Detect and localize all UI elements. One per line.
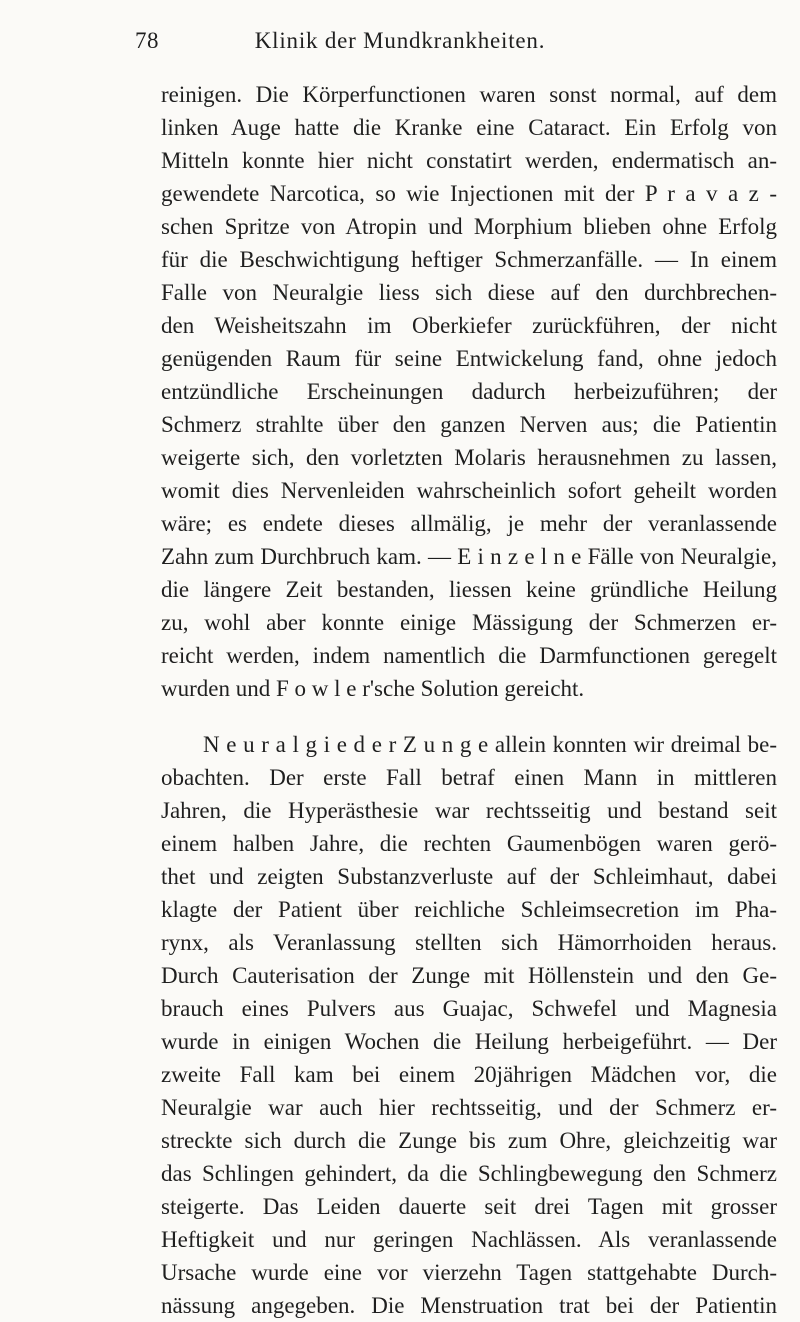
text-line: wurden und F o w l e r'sche Solution gereicht. — [161, 676, 585, 701]
running-title: Klinik der Mundkrankheiten. — [254, 28, 546, 53]
text-line: Neuralgie war auch hier rechtsseitig, und der Schmerz er- — [161, 1095, 777, 1120]
text-line: Jahren, die Hyperästhesie war rechtsseitig und bestand seit — [161, 798, 777, 823]
body-text — [161, 78, 777, 1322]
page-header — [0, 28, 800, 58]
text-line: Durch Cauterisation der Zunge mit Höllenstein und den Ge- — [161, 963, 777, 988]
text-line: Mitteln konnte hier nicht constatirt werden, endermatisch an- — [161, 148, 777, 173]
text-line: gewendete Narcotica, so wie Injectionen mit der P r a v a z - — [161, 181, 777, 206]
text-line: einem halben Jahre, die rechten Gaumenbögen waren gerö- — [161, 831, 777, 856]
text-line: schen Spritze von Atropin und Morphium blieben ohne Erfolg — [161, 214, 777, 239]
text-line: wäre; es endete dieses allmälig, je mehr der veranlassende — [161, 511, 777, 536]
page-number: 78 — [135, 28, 159, 53]
text-line: für die Beschwichtigung heftiger Schmerzanfälle. — In einem — [161, 247, 777, 272]
text-line: Heftigkeit und nur geringen Nachlässen. Als veranlassende — [161, 1227, 777, 1252]
text-line: genügenden Raum für seine Entwickelung fand, ohne jedoch — [161, 346, 777, 371]
text-line: streckte sich durch die Zunge bis zum Ohre, gleichzeitig war — [161, 1128, 777, 1153]
text-line: linken Auge hatte die Kranke eine Cataract. Ein Erfolg von — [161, 115, 777, 140]
paragraph — [161, 78, 777, 705]
text-line: N e u r a l g i e d e r Z u n g e allein konnten wir dreimal be- — [203, 732, 777, 757]
text-line: obachten. Der erste Fall betraf einen Mann in mittleren — [161, 765, 777, 790]
text-line: nässung angegeben. Die Menstruation trat bei der Patientin — [161, 1293, 777, 1318]
text-line: die längere Zeit bestanden, liessen keine gründliche Heilung — [161, 577, 777, 602]
text-line: klagte der Patient über reichliche Schleimsecretion im Pha- — [161, 897, 777, 922]
text-line: wurde in einigen Wochen die Heilung herbeigeführt. — Der — [161, 1029, 777, 1054]
text-line: rynx, als Veranlassung stellten sich Hämorrhoiden heraus. — [161, 930, 777, 955]
text-line: Ursache wurde eine vor vierzehn Tagen stattgehabte Durch- — [161, 1260, 777, 1285]
text-line: womit dies Nervenleiden wahrscheinlich sofort geheilt worden — [161, 478, 777, 503]
text-line: zweite Fall kam bei einem 20jährigen Mädchen vor, die — [161, 1062, 777, 1087]
text-line: entzündliche Erscheinungen dadurch herbeizuführen; der — [161, 379, 777, 404]
text-line: zu, wohl aber konnte einige Mässigung der Schmerzen er- — [161, 610, 777, 635]
text-line: Zahn zum Durchbruch kam. — E i n z e l n e Fälle von Neuralgie, — [161, 544, 777, 569]
text-line: Schmerz strahlte über den ganzen Nerven aus; die Patientin — [161, 412, 777, 437]
text-line: thet und zeigten Substanzverluste auf der Schleimhaut, dabei — [161, 864, 777, 889]
paragraph — [161, 728, 777, 1322]
text-line: reicht werden, indem namentlich die Darmfunctionen geregelt — [161, 643, 777, 668]
text-line: steigerte. Das Leiden dauerte seit drei Tagen mit grosser — [161, 1194, 777, 1219]
paragraph-gap — [161, 705, 777, 728]
text-line: das Schlingen gehindert, da die Schlingbewegung den Schmerz — [161, 1161, 777, 1186]
text-line: brauch eines Pulvers aus Guajac, Schwefel und Magnesia — [161, 996, 777, 1021]
text-line: weigerte sich, den vorletzten Molaris herausnehmen zu lassen, — [161, 445, 777, 470]
text-line: reinigen. Die Körperfunctionen waren sonst normal, auf dem — [161, 82, 777, 107]
text-line: Falle von Neuralgie liess sich diese auf den durchbrechen- — [161, 280, 777, 305]
text-line: den Weisheitszahn im Oberkiefer zurückführen, der nicht — [161, 313, 777, 338]
